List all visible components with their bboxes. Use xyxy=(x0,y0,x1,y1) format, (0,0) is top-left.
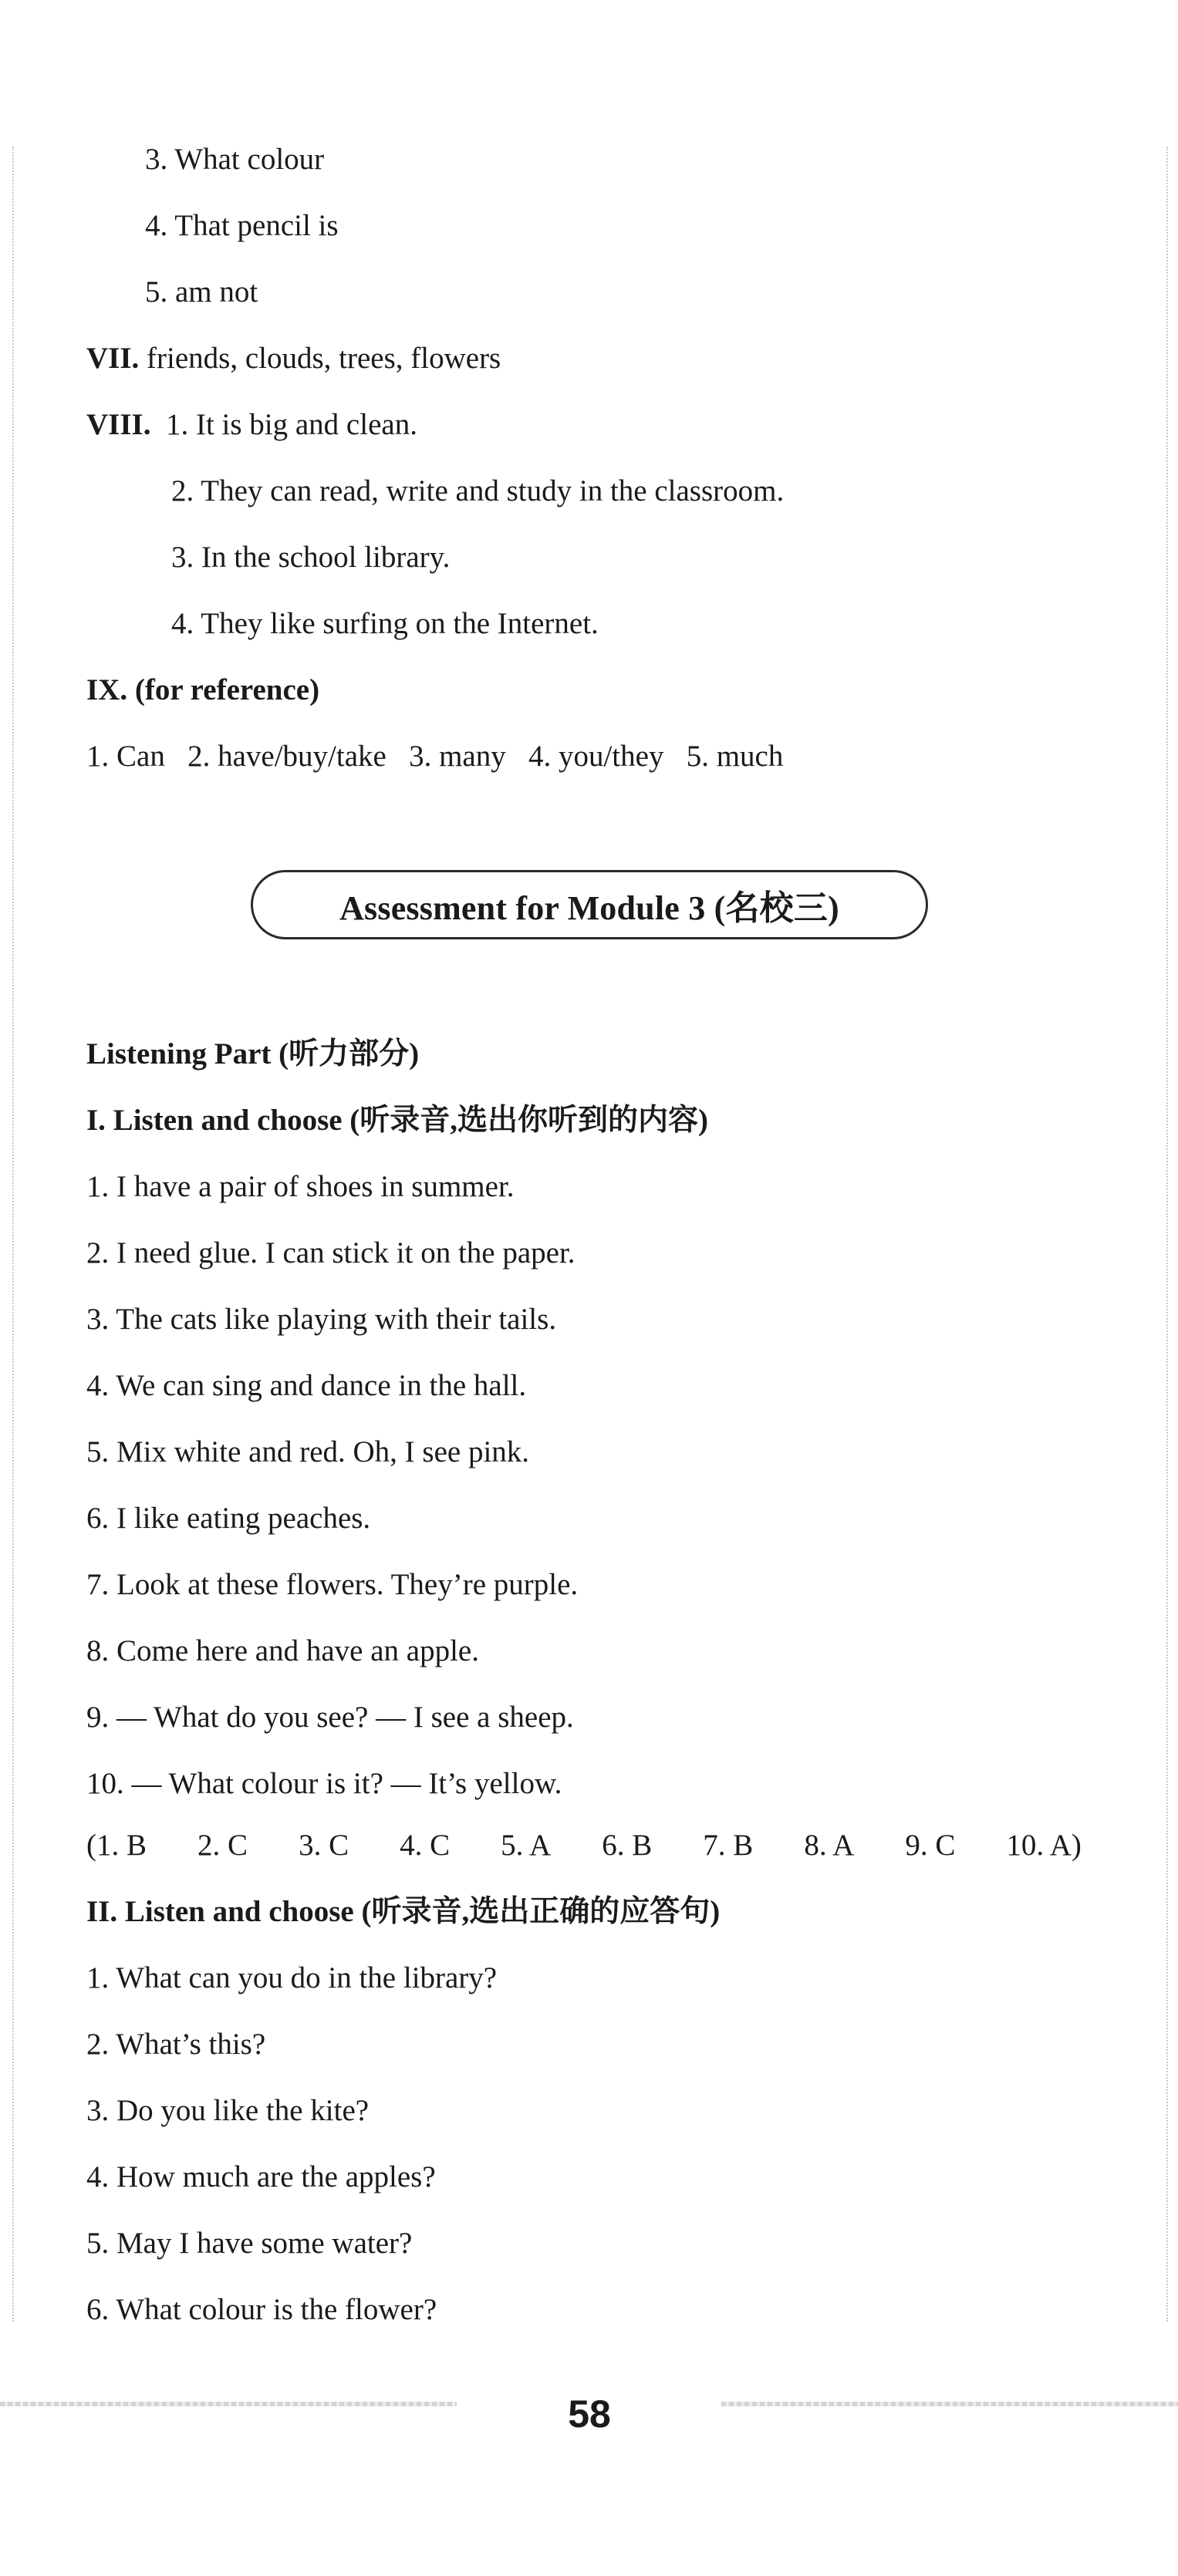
left-margin-dotted-line xyxy=(12,147,14,2321)
answer-key-entry: 10. A) xyxy=(1006,1829,1082,1862)
answer-key-entry: (1. B xyxy=(86,1829,147,1862)
part-i-item: 5. Mix white and red. Oh, I see pink. xyxy=(86,1435,530,1468)
part-ii-item: 2. What’s this? xyxy=(86,2028,266,2061)
answer-key-entry: 7. B xyxy=(703,1829,754,1862)
part-i-item: 8. Come here and have an apple. xyxy=(86,1634,479,1667)
part-ii-heading: II. Listen and choose (听录音,选出正确的应答句) xyxy=(86,1895,721,1928)
part-i-item: 4. We can sing and dance in the hall. xyxy=(86,1369,527,1402)
prev-item-5: 5. am not xyxy=(145,275,258,309)
part-i-item: 3. The cats like playing with their tails. xyxy=(86,1303,557,1336)
answer-key-entry: 3. C xyxy=(299,1829,349,1862)
assessment-title: Assessment for Module 3 (名校三) xyxy=(251,870,928,939)
answer-key-entry: 2. C xyxy=(197,1829,248,1862)
section-viii-item-1: VIII. 1. It is big and clean. xyxy=(86,408,417,441)
part-i-item: 1. I have a pair of shoes in summer. xyxy=(86,1170,515,1203)
section-ix-answers: 1. Can 2. have/buy/take 3. many 4. you/they 5. much xyxy=(86,740,784,773)
part-i-item: 6. I like eating peaches. xyxy=(86,1502,371,1535)
part-i-item: 10. — What colour is it? — It’s yellow. xyxy=(86,1767,562,1800)
answer-key-entry: 8. A xyxy=(804,1829,855,1862)
part-ii-item: 4. How much are the apples? xyxy=(86,2160,436,2193)
section-viii-item-3: 3. In the school library. xyxy=(171,541,451,574)
part-i-heading: I. Listen and choose (听录音,选出你听到的内容) xyxy=(86,1104,709,1137)
listening-part-heading: Listening Part (听力部分) xyxy=(86,1037,420,1071)
section-viii-item-2: 2. They can read, write and study in the classroom. xyxy=(171,474,785,507)
answer-key-entry: 9. C xyxy=(905,1829,956,1862)
section-ix-heading: IX. (for reference) xyxy=(86,673,320,706)
prev-item-3: 3. What colour xyxy=(145,143,325,176)
part-i-answer-key xyxy=(86,1826,1082,1865)
right-margin-dotted-line xyxy=(1166,147,1168,2321)
part-i-item: 9. — What do you see? — I see a sheep. xyxy=(86,1701,574,1734)
part-i-item: 2. I need glue. I can stick it on the paper. xyxy=(86,1236,575,1269)
answer-key-entry: 6. B xyxy=(602,1829,653,1862)
section-vii: VII. friends, clouds, trees, flowers xyxy=(86,342,501,375)
part-ii-item: 3. Do you like the kite? xyxy=(86,2094,370,2127)
section-viii-item-4: 4. They like surfing on the Internet. xyxy=(171,607,599,640)
part-ii-item: 5. May I have some water? xyxy=(86,2227,413,2260)
footer-rule-right xyxy=(721,2402,1178,2406)
part-ii-item: 1. What can you do in the library? xyxy=(86,1961,498,1994)
answer-key-entry: 4. C xyxy=(400,1829,451,1862)
answer-key-entry: 5. A xyxy=(501,1829,552,1862)
prev-item-4: 4. That pencil is xyxy=(145,209,339,242)
part-ii-item: 6. What colour is the flower? xyxy=(86,2293,437,2326)
page-number: 58 xyxy=(568,2392,611,2436)
part-i-item: 7. Look at these flowers. They’re purple. xyxy=(86,1568,579,1601)
footer-rule-left xyxy=(0,2402,457,2406)
